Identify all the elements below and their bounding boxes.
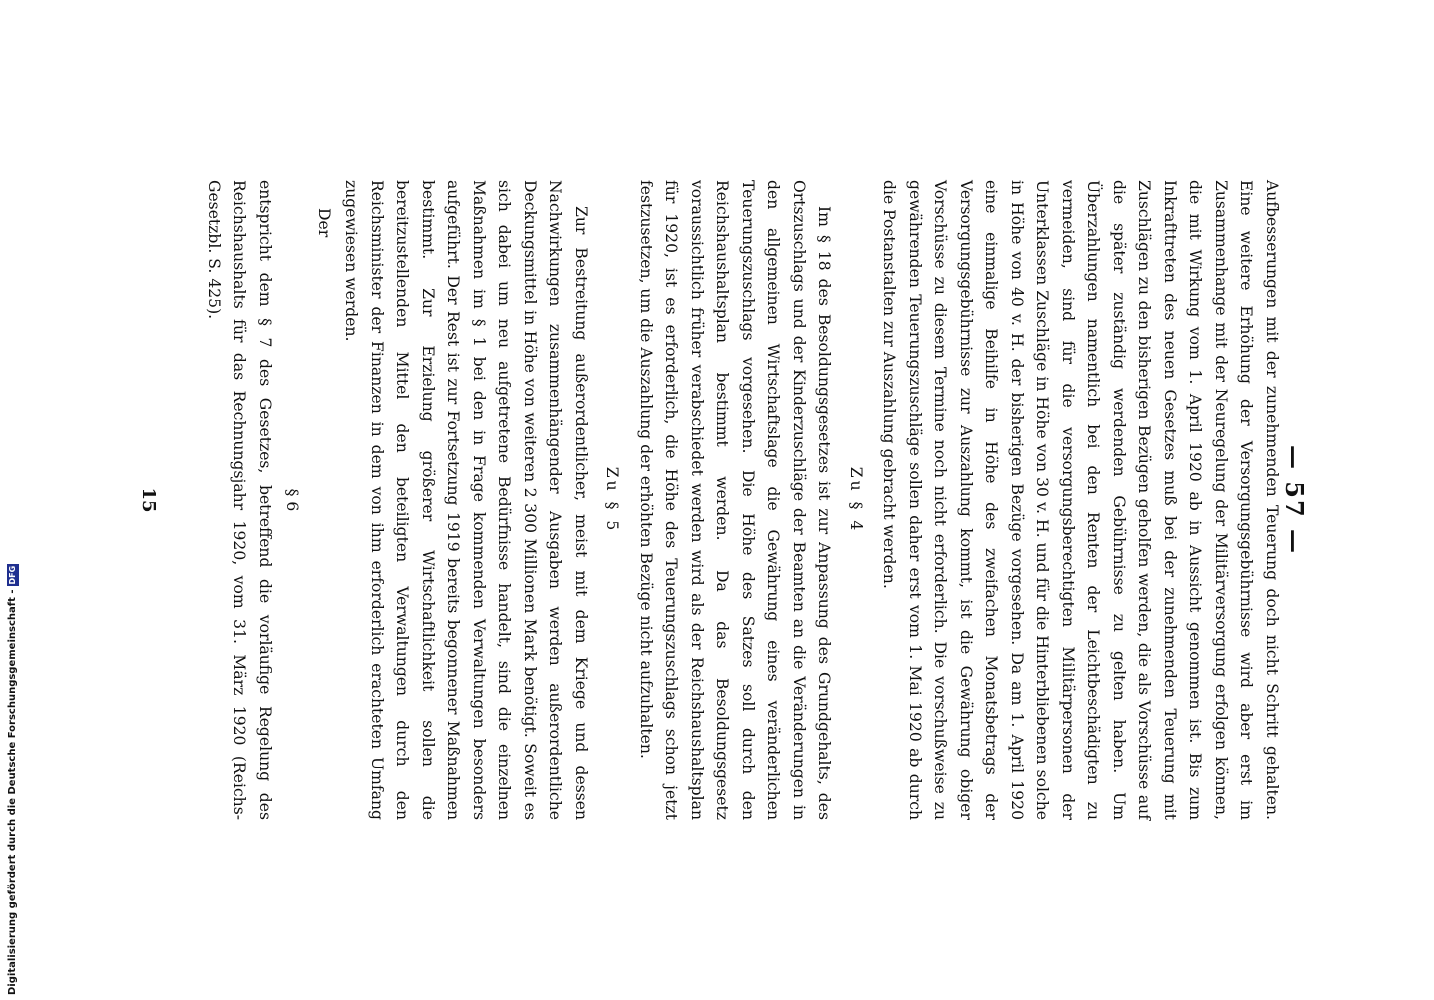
digitization-imprint (5, 565, 21, 995)
catchword: Der (315, 208, 333, 238)
page-number: — 57 — (1280, 444, 1309, 556)
paragraph-section-6: entspricht dem § 7 des Gesetzes, betreffend die vorläufige Regelung des Reichshaushalts für das Rechnungsjahr 1920, vom 31. März 1920 (Reichs-Gesetzbl. S. 425). (205, 180, 274, 820)
paragraph-cost-of-living-allowance: Im § 18 des Besoldungsgesetzes ist zur Anpassung des Grundgehalts, des Ortszuschlags und der Kinderzuschläge der Beamten an die Veränderungen in den allgemeinen Wirtschaftslage die Gewährung eines veränderlichen Teuerungszuschlags vorgesehen. Die Höhe des Satzes soll durch den Reichshaushaltsplan bestimmt werden. Da das Besoldungsgesetz voraussichtlich früher verabschiedet werden wird als der Reichshaushaltsplan für 1920, ist es erforderlich, die Höhe des Teuerungszuschlags schon jetzt festzusetzen, um die Auszahlung der erhöhten Bezüge nicht aufzuhalten. (637, 180, 834, 820)
section-heading-6: § 6 (283, 488, 302, 512)
paragraph-pension-supplements: Aufbesserungen mit der zunehmenden Teuerung doch nicht Schritt gehalten. Eine weitere Erhöhung der Versorgungsgebührnisse wird aber erst im Zusammenhange mit der Neuregelung der Militärversorgung erfolgen können, die mit Wirkung vom 1. April 1920 ab in Aussicht genommen ist. Bis zum Inkrafttreten des neuen Gesetzes muß bei der zunehmenden Teuerung mit Zuschlägen zu den bisherigen Bezügen geholfen werden, die als Vorschüsse auf die später zuständig werdenden Gebührnisse zu gelten haben. Um Überzahlungen namentlich bei den Renten der Leichtbeschädigten zu vermeiden, sind für die versorgungsberechtigten Militärpersonen der Unterklassen Zuschläge in Höhe von 30 v. H. und für die Hinterbliebenen solche in Höhe von 40 v. H. der bisherigen Bezüge vorgesehen. Da am 1. April 1920 eine einmalige Beihilfe in Höhe des zweifachen Monatsbetrags der Versorgungsgebührnisse zur Auszahlung kommt, ist die Gewährung obiger Vorschüsse zu diesem Termine noch nicht erforderlich. Die vorschußweise zu gewährenden Teuerungszuschläge sollen daher erst vom 1. Mai 1920 ab durch die Postanstalten zur Auszahlung gebracht werden. (880, 180, 1281, 820)
paragraph-extraordinary-expenses: Zur Bestreitung außerordentlicher, meist mit dem Kriege und dessen Nachwirkungen zusammenhängender Ausgaben werden außerordentliche Deckungsmittel in Höhe von weiteren 2 300 Millionen Mark benötigt. Soweit es sich dabei um neu aufgetretene Bedürfnisse handelt, sind die einzelnen Maßnahmen im § 1 bei den in Frage kommenden Verwaltungen besonders aufgeführt. Der Rest ist zur Fortsetzung 1919 bereits begonnener Maßnahmen bestimmt. Zur Erzielung größerer Wirtschaftlichkeit sollen die bereitzustellenden Mittel den beteiligten Verwaltungen durch den Reichsminister der Finanzen in dem von ihm erforderlich erachteten Umfang zugewiesen werden. (342, 180, 590, 820)
imprint-text: Digitalisierung gefördert durch die Deutsche Forschungsgemeinschaft - (7, 589, 18, 995)
section-heading-4: Zu § 4 (847, 466, 865, 534)
section-heading-5: Zu § 5 (603, 466, 622, 534)
dfg-logo: DFG (8, 565, 17, 585)
digitization-sidebar (5, 565, 21, 995)
document-body (201, 180, 1285, 820)
sheet-number: 15 (138, 487, 159, 513)
